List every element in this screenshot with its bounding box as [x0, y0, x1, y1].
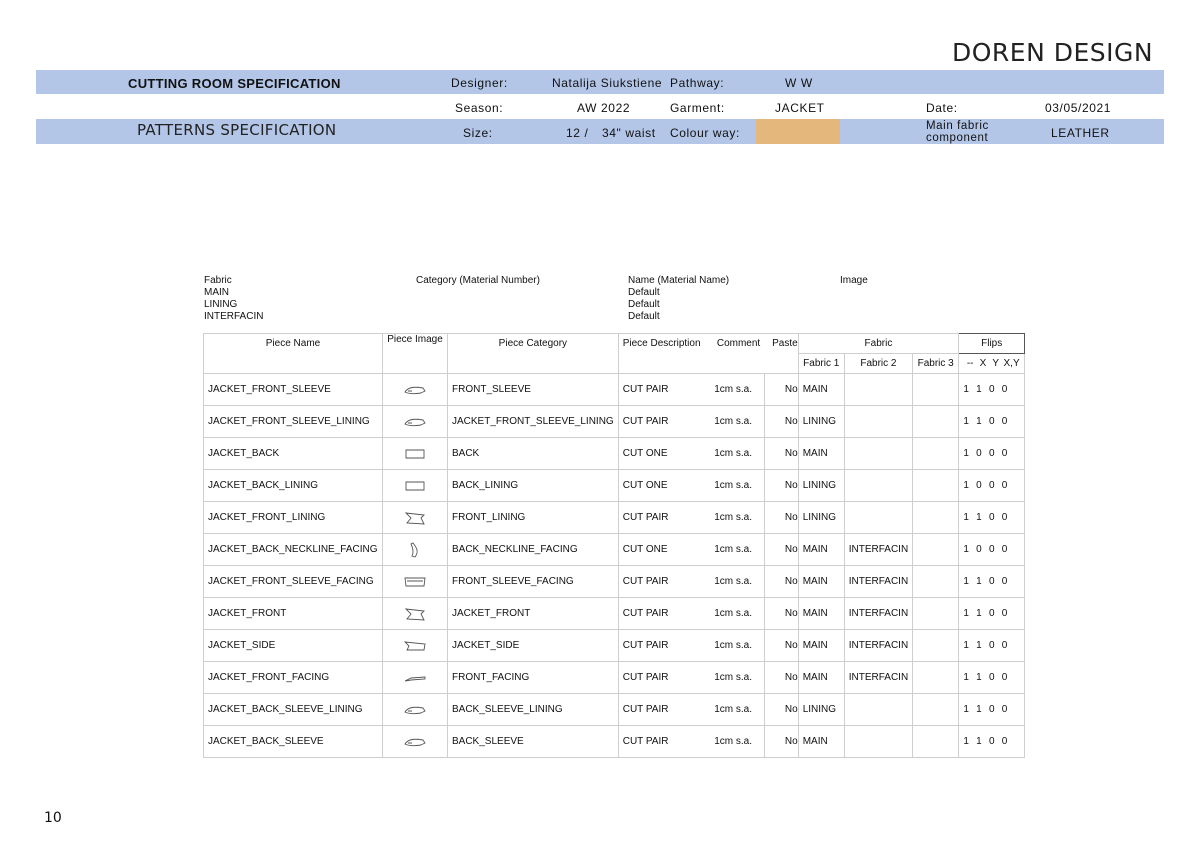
- pieces-table: [203, 333, 1025, 758]
- piece-description: CUT ONE: [618, 534, 710, 566]
- main-fabric-label: Main fabric component: [926, 120, 989, 144]
- piece-flips: 1 1 0 0: [959, 694, 1025, 726]
- piece-flips: 1 1 0 0: [959, 566, 1025, 598]
- piece-category: FRONT_SLEEVE: [448, 374, 619, 406]
- piece-name: JACKET_BACK_NECKLINE_FACING: [204, 534, 383, 566]
- piece-comment: 1cm s.a.: [710, 374, 764, 406]
- header-fabric: Fabric: [798, 334, 958, 354]
- table-row: [204, 406, 1025, 438]
- size-value: 12 /: [566, 126, 589, 140]
- piece-name: JACKET_FRONT_SLEEVE_FACING: [204, 566, 383, 598]
- sleeve-facing-icon: [403, 574, 427, 590]
- piece-comment: 1cm s.a.: [710, 726, 764, 758]
- piece-paste: No: [764, 438, 798, 470]
- piece-paste: No: [764, 406, 798, 438]
- piece-flips: 1 1 0 0: [959, 662, 1025, 694]
- sleeve-piece-icon: [403, 414, 427, 430]
- piece-paste: No: [764, 694, 798, 726]
- piece-fabric2: INTERFACIN: [844, 662, 912, 694]
- main-fabric-value: LEATHER: [1051, 126, 1110, 140]
- piece-image: [383, 438, 448, 470]
- piece-image: [383, 406, 448, 438]
- piece-description: CUT ONE: [618, 470, 710, 502]
- piece-category: BACK_SLEEVE: [448, 726, 619, 758]
- piece-fabric3: [913, 566, 959, 598]
- piece-name: JACKET_FRONT_SLEEVE: [204, 374, 383, 406]
- front-piece-icon: [403, 606, 427, 622]
- piece-name: JACKET_BACK_LINING: [204, 470, 383, 502]
- piece-description: CUT ONE: [618, 438, 710, 470]
- side-piece-icon: [403, 638, 427, 654]
- front-facing-icon: [403, 670, 427, 686]
- piece-fabric1: MAIN: [798, 598, 844, 630]
- piece-description: CUT PAIR: [618, 502, 710, 534]
- piece-fabric2: [844, 470, 912, 502]
- header-flips: Flips: [959, 334, 1025, 354]
- piece-category: JACKET_SIDE: [448, 630, 619, 662]
- piece-flips: 1 1 0 0: [959, 374, 1025, 406]
- piece-description: CUT PAIR: [618, 374, 710, 406]
- pathway-value: W W: [785, 76, 813, 90]
- pathway-label: Pathway:: [670, 76, 725, 90]
- piece-name: JACKET_BACK_SLEEVE: [204, 726, 383, 758]
- table-row: [204, 470, 1025, 502]
- piece-description: CUT PAIR: [618, 694, 710, 726]
- header-piece-name: Piece Name: [204, 334, 383, 374]
- piece-image: [383, 694, 448, 726]
- header-flip-options: -- X Y X,Y: [959, 354, 1025, 374]
- header-fabric2: Fabric 2: [844, 354, 912, 374]
- piece-description: CUT PAIR: [618, 598, 710, 630]
- piece-description: CUT PAIR: [618, 406, 710, 438]
- piece-fabric3: [913, 470, 959, 502]
- header-comment: Comment: [710, 334, 764, 374]
- piece-flips: 1 1 0 0: [959, 406, 1025, 438]
- designer-label: Designer:: [451, 76, 508, 90]
- piece-category: BACK_NECKLINE_FACING: [448, 534, 619, 566]
- piece-name: JACKET_SIDE: [204, 630, 383, 662]
- back-piece-icon: [403, 446, 427, 462]
- piece-comment: 1cm s.a.: [710, 630, 764, 662]
- garment-value: JACKET: [775, 101, 825, 115]
- season-label: Season:: [455, 101, 504, 115]
- piece-description: CUT PAIR: [618, 726, 710, 758]
- sleeve-piece-icon: [403, 702, 427, 718]
- sleeve-piece-icon: [403, 382, 427, 398]
- date-label: Date:: [926, 101, 958, 115]
- piece-flips: 1 0 0 0: [959, 470, 1025, 502]
- piece-fabric1: MAIN: [798, 566, 844, 598]
- piece-category: BACK_LINING: [448, 470, 619, 502]
- piece-fabric3: [913, 438, 959, 470]
- colour-way-label: Colour way:: [670, 126, 740, 140]
- header-paste: Paste: [764, 334, 798, 374]
- materials-name-column: Name (Material Name) Default Default Default: [628, 275, 730, 322]
- colour-swatch: [756, 119, 840, 144]
- piece-image: [383, 566, 448, 598]
- piece-paste: No: [764, 726, 798, 758]
- piece-description: CUT PAIR: [618, 662, 710, 694]
- piece-fabric3: [913, 374, 959, 406]
- piece-fabric1: MAIN: [798, 630, 844, 662]
- patterns-subtitle: PATTERNS SPECIFICATION: [137, 121, 337, 139]
- brand-title: DOREN DESIGN: [952, 38, 1154, 67]
- piece-paste: No: [764, 630, 798, 662]
- piece-fabric2: INTERFACIN: [844, 598, 912, 630]
- piece-fabric1: LINING: [798, 502, 844, 534]
- piece-flips: 1 1 0 0: [959, 726, 1025, 758]
- size-label: Size:: [463, 126, 493, 140]
- piece-name: JACKET_FRONT_SLEEVE_LINING: [204, 406, 383, 438]
- piece-comment: 1cm s.a.: [710, 406, 764, 438]
- piece-fabric1: LINING: [798, 470, 844, 502]
- header-piece-category: Piece Category: [448, 334, 619, 374]
- table-row: [204, 694, 1025, 726]
- piece-paste: No: [764, 662, 798, 694]
- table-row: [204, 726, 1025, 758]
- sleeve-piece-icon: [403, 734, 427, 750]
- piece-name: JACKET_BACK: [204, 438, 383, 470]
- piece-flips: 1 1 0 0: [959, 502, 1025, 534]
- piece-name: JACKET_FRONT_FACING: [204, 662, 383, 694]
- piece-fabric2: [844, 694, 912, 726]
- season-value: AW 2022: [577, 101, 631, 115]
- materials-fabric-column: Fabric MAIN LINING INTERFACIN: [204, 275, 264, 322]
- piece-category: BACK_SLEEVE_LINING: [448, 694, 619, 726]
- piece-comment: 1cm s.a.: [710, 470, 764, 502]
- piece-image: [383, 470, 448, 502]
- piece-image: [383, 662, 448, 694]
- header-piece-description: Piece Description: [618, 334, 710, 374]
- piece-fabric3: [913, 534, 959, 566]
- header-fabric3: Fabric 3: [913, 354, 959, 374]
- materials-image-header: Image: [840, 275, 868, 286]
- piece-flips: 1 1 0 0: [959, 630, 1025, 662]
- piece-fabric3: [913, 406, 959, 438]
- date-value: 03/05/2021: [1045, 101, 1112, 115]
- piece-fabric3: [913, 662, 959, 694]
- piece-image: [383, 534, 448, 566]
- piece-flips: 1 0 0 0: [959, 438, 1025, 470]
- piece-paste: No: [764, 598, 798, 630]
- piece-description: CUT PAIR: [618, 630, 710, 662]
- piece-paste: No: [764, 470, 798, 502]
- piece-fabric1: MAIN: [798, 726, 844, 758]
- table-row: [204, 630, 1025, 662]
- header-piece-image: Piece Image: [383, 334, 448, 374]
- waist-value: 34" waist: [602, 126, 656, 140]
- piece-comment: 1cm s.a.: [710, 598, 764, 630]
- piece-paste: No: [764, 374, 798, 406]
- piece-fabric1: MAIN: [798, 534, 844, 566]
- page-number: 10: [44, 810, 62, 826]
- piece-fabric2: INTERFACIN: [844, 630, 912, 662]
- table-row: [204, 598, 1025, 630]
- piece-fabric2: [844, 502, 912, 534]
- piece-flips: 1 1 0 0: [959, 598, 1025, 630]
- piece-category: JACKET_FRONT: [448, 598, 619, 630]
- neckline-facing-icon: [403, 542, 427, 558]
- materials-category-header: Category (Material Number): [416, 275, 540, 286]
- piece-fabric1: LINING: [798, 406, 844, 438]
- piece-fabric3: [913, 694, 959, 726]
- piece-fabric3: [913, 598, 959, 630]
- table-row: [204, 438, 1025, 470]
- table-row: [204, 662, 1025, 694]
- piece-comment: 1cm s.a.: [710, 694, 764, 726]
- piece-image: [383, 502, 448, 534]
- piece-fabric2: [844, 726, 912, 758]
- piece-name: JACKET_BACK_SLEEVE_LINING: [204, 694, 383, 726]
- piece-paste: No: [764, 502, 798, 534]
- piece-image: [383, 726, 448, 758]
- table-row: [204, 374, 1025, 406]
- piece-comment: 1cm s.a.: [710, 502, 764, 534]
- garment-label: Garment:: [670, 101, 725, 115]
- piece-flips: 1 0 0 0: [959, 534, 1025, 566]
- table-row: [204, 566, 1025, 598]
- piece-name: JACKET_FRONT_LINING: [204, 502, 383, 534]
- piece-paste: No: [764, 566, 798, 598]
- spec-title: CUTTING ROOM SPECIFICATION: [128, 76, 341, 91]
- table-row: [204, 502, 1025, 534]
- piece-fabric3: [913, 502, 959, 534]
- table-row: [204, 534, 1025, 566]
- piece-fabric2: INTERFACIN: [844, 566, 912, 598]
- piece-category: FRONT_SLEEVE_FACING: [448, 566, 619, 598]
- piece-description: CUT PAIR: [618, 566, 710, 598]
- piece-category: BACK: [448, 438, 619, 470]
- piece-category: FRONT_FACING: [448, 662, 619, 694]
- piece-image: [383, 598, 448, 630]
- piece-image: [383, 630, 448, 662]
- designer-value: Natalija Siukstiene: [552, 76, 663, 90]
- piece-fabric1: MAIN: [798, 662, 844, 694]
- piece-comment: 1cm s.a.: [710, 662, 764, 694]
- piece-image: [383, 374, 448, 406]
- piece-category: FRONT_LINING: [448, 502, 619, 534]
- back-piece-icon: [403, 478, 427, 494]
- piece-name: JACKET_FRONT: [204, 598, 383, 630]
- piece-fabric2: [844, 438, 912, 470]
- piece-comment: 1cm s.a.: [710, 534, 764, 566]
- piece-fabric2: INTERFACIN: [844, 534, 912, 566]
- piece-fabric3: [913, 630, 959, 662]
- piece-fabric3: [913, 726, 959, 758]
- front-piece-icon: [403, 510, 427, 526]
- piece-comment: 1cm s.a.: [710, 566, 764, 598]
- piece-fabric2: [844, 374, 912, 406]
- piece-fabric2: [844, 406, 912, 438]
- header-fabric1: Fabric 1: [798, 354, 844, 374]
- piece-comment: 1cm s.a.: [710, 438, 764, 470]
- piece-category: JACKET_FRONT_SLEEVE_LINING: [448, 406, 619, 438]
- piece-fabric1: MAIN: [798, 374, 844, 406]
- piece-fabric1: MAIN: [798, 438, 844, 470]
- piece-paste: No: [764, 534, 798, 566]
- piece-fabric1: LINING: [798, 694, 844, 726]
